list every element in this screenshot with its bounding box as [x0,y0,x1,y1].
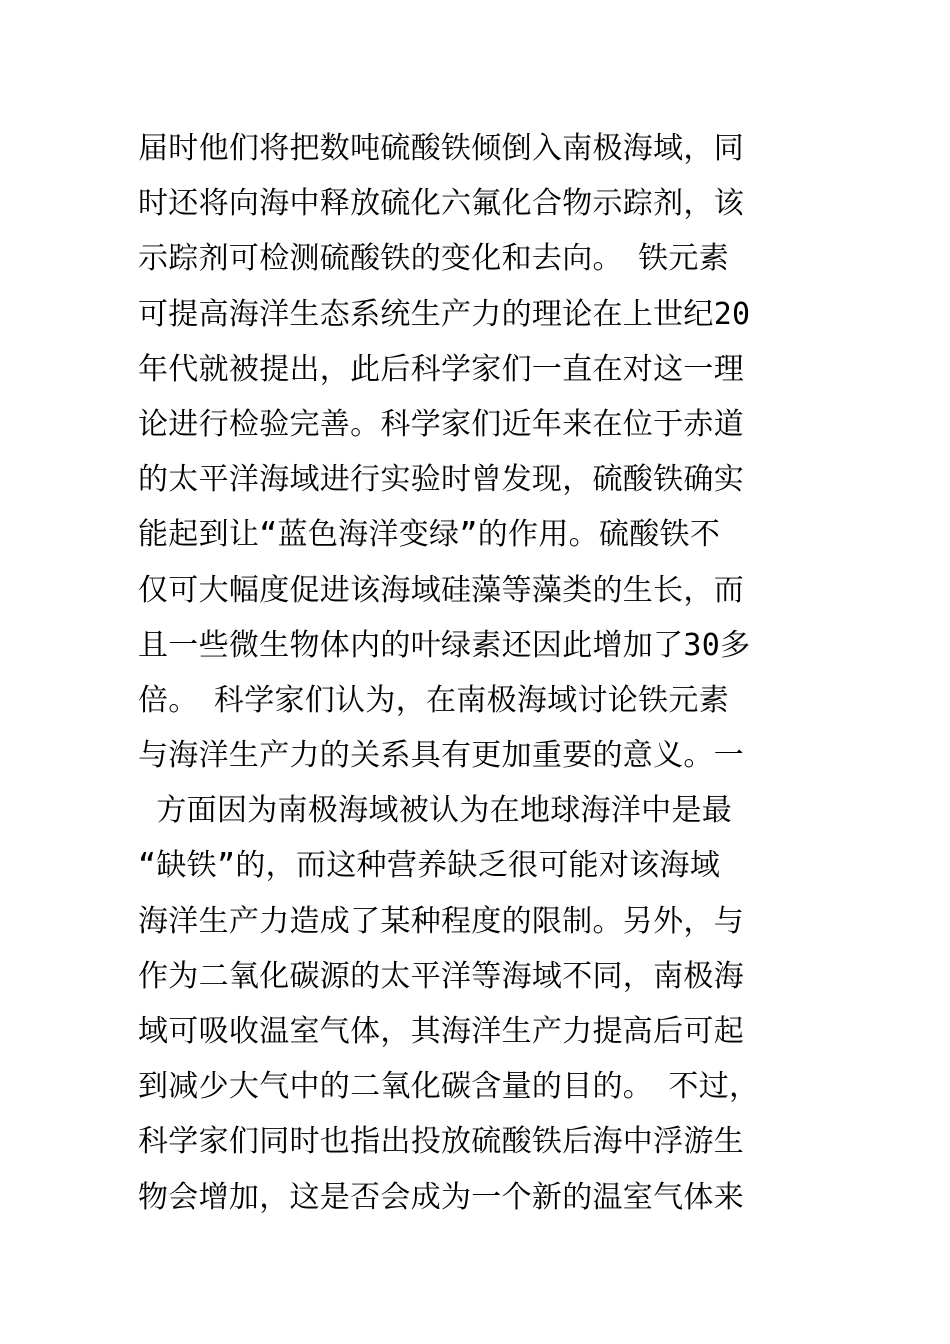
text-line: 倍。 科学家们认为，在南极海域讨论铁元素 [138,682,729,718]
text-line: “缺铁”的，而这种营养缺乏很可能对该海域 [138,848,721,884]
text-line: 能起到让“蓝色海洋变绿”的作用。硫酸铁不 [138,517,721,553]
text-line: 且一些微生物体内的叶绿素还因此增加了30多 [138,627,751,663]
text-line: 仅可大幅度促进该海域硅藻等藻类的生长，而 [138,572,744,608]
text-line: 域可吸收温室气体，其海洋生产力提高后可起 [138,1014,744,1049]
text-line: 届时他们将把数吨硫酸铁倾倒入南极海域，同 [138,131,744,166]
text-line: 物会增加，这是否会成为一个新的温室气体来 [138,1179,744,1215]
text-line: 年代就被提出，此后科学家们一直在对这一理 [138,351,744,387]
text-line: 的太平洋海域进行实验时曾发现，硫酸铁确实 [138,462,744,498]
text-line: 海洋生产力造成了某种程度的限制。另外，与 [138,903,744,939]
text-line: 到减少大气中的二氧化碳含量的目的。 不过， [138,1069,760,1105]
text-line: 可提高海洋生态系统生产力的理论在上世纪20 [138,296,751,332]
text-line: 方面因为南极海域被认为在地球海洋中是最 [138,793,733,829]
text-line: 论进行检验完善。科学家们近年来在位于赤道 [138,406,744,442]
text-line: 科学家们同时也指出投放硫酸铁后海中浮游生 [138,1124,744,1160]
text-line: 示踪剂可检测硫酸铁的变化和去向。 铁元素 [138,241,729,277]
body-text [138,121,828,1225]
text-line: 时还将向海中释放硫化六氟化合物示踪剂，该 [138,186,744,222]
text-line: 作为二氧化碳源的太平洋等海域不同，南极海 [138,958,744,994]
text-line: 与海洋生产力的关系具有更加重要的意义。一 [138,738,744,774]
